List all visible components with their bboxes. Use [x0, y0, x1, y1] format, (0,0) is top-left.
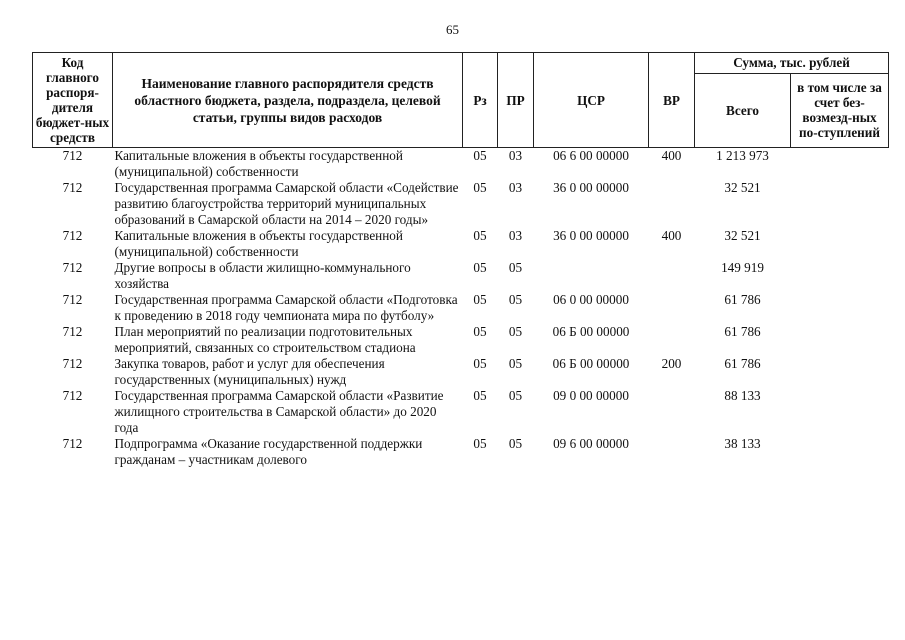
header-free: в том числе за счет без-возмезд-ных по-ступлений — [791, 73, 889, 147]
cell-free — [791, 388, 889, 436]
cell-total: 149 919 — [721, 260, 764, 275]
cell-pr: 05 — [508, 436, 523, 451]
cell-rz: 05 — [473, 148, 487, 163]
cell-rz: 05 — [473, 292, 487, 307]
cell-name: Государственная программа Самарской области «Развитие жилищного строительства в Самарской области» до 2020 года — [114, 388, 444, 435]
cell-free — [791, 436, 889, 468]
cell-code: 712 — [62, 228, 83, 243]
cell-vr — [649, 292, 695, 324]
header-total: Всего — [695, 73, 791, 147]
cell-csr: 06 Б 00 00000 — [552, 324, 630, 339]
cell-vr: 400 — [661, 228, 682, 243]
cell-free — [791, 292, 889, 324]
cell-code: 712 — [62, 148, 83, 163]
cell-csr: 06 Б 00 00000 — [552, 356, 630, 371]
cell-csr: 06 6 00 00000 — [553, 148, 629, 163]
cell-code: 712 — [62, 180, 83, 195]
header-name: Наименование главного распорядителя средств областного бюджета, раздела, подраздела, целевой статьи, группы видов расходов — [113, 53, 463, 148]
budget-table — [32, 52, 889, 468]
cell-total: 88 133 — [724, 388, 761, 403]
cell-free — [791, 324, 889, 356]
table-row — [33, 148, 889, 181]
table-row — [33, 228, 889, 260]
page-number: 65 — [446, 22, 459, 37]
cell-free — [791, 260, 889, 292]
cell-total: 1 213 973 — [716, 148, 769, 163]
cell-vr: 200 — [661, 356, 682, 371]
cell-rz: 05 — [473, 260, 487, 275]
table-row — [33, 260, 889, 292]
cell-rz: 05 — [473, 180, 487, 195]
table-header — [33, 53, 889, 148]
cell-code: 712 — [62, 436, 83, 451]
cell-csr: 09 0 00 00000 — [553, 388, 629, 403]
table-row — [33, 324, 889, 356]
table-row — [33, 292, 889, 324]
cell-rz: 05 — [473, 388, 487, 403]
cell-rz: 05 — [473, 436, 487, 451]
cell-pr: 05 — [508, 388, 523, 403]
cell-code: 712 — [62, 324, 83, 339]
cell-code: 712 — [62, 260, 83, 275]
cell-pr: 03 — [508, 228, 523, 243]
cell-csr: 06 0 00 00000 — [553, 292, 629, 307]
cell-pr: 03 — [508, 180, 523, 195]
cell-pr: 05 — [508, 324, 523, 339]
cell-rz: 05 — [473, 228, 487, 243]
header-code: Код главного распоря-дителя бюджет-ных средств — [33, 53, 113, 148]
cell-csr — [534, 260, 649, 292]
cell-total: 61 786 — [724, 292, 761, 307]
cell-name: Закупка товаров, работ и услуг для обеспечения государственных (муниципальных) нужд — [114, 356, 385, 387]
cell-pr: 05 — [508, 356, 523, 371]
table-row — [33, 356, 889, 388]
cell-total: 61 786 — [724, 324, 761, 339]
cell-name: План мероприятий по реализации подготовительных мероприятий, связанных со строительством стадиона — [114, 324, 416, 355]
cell-total: 32 521 — [724, 180, 761, 195]
cell-total: 38 133 — [724, 436, 761, 451]
cell-vr — [649, 436, 695, 468]
cell-vr: 400 — [661, 148, 682, 163]
cell-csr: 36 0 00 00000 — [553, 180, 629, 195]
table-row — [33, 436, 889, 468]
header-sum: Сумма, тыс. рублей — [695, 53, 889, 74]
cell-free — [791, 148, 889, 181]
cell-vr — [649, 388, 695, 436]
cell-vr — [649, 324, 695, 356]
cell-code: 712 — [62, 388, 83, 403]
cell-pr: 05 — [508, 292, 523, 307]
cell-rz: 05 — [473, 356, 487, 371]
cell-pr: 05 — [508, 260, 523, 275]
header-rz: Рз — [463, 53, 498, 148]
cell-code: 712 — [62, 356, 83, 371]
cell-name: Государственная программа Самарской области «Подготовка к проведению в 2018 году чемпионата мира по футболу» — [114, 292, 458, 323]
header-pr: ПР — [498, 53, 534, 148]
cell-csr: 36 0 00 00000 — [553, 228, 629, 243]
cell-vr — [649, 180, 695, 228]
cell-csr: 09 6 00 00000 — [553, 436, 629, 451]
cell-total: 32 521 — [724, 228, 761, 243]
cell-free — [791, 180, 889, 228]
cell-name: Другие вопросы в области жилищно-коммунального хозяйства — [114, 260, 411, 291]
cell-name: Капитальные вложения в объекты государственной (муниципальной) собственности — [114, 148, 403, 179]
cell-code: 712 — [62, 292, 83, 307]
cell-free — [791, 356, 889, 388]
table-body — [33, 148, 889, 469]
cell-rz: 05 — [473, 324, 487, 339]
table-row — [33, 388, 889, 436]
cell-pr: 03 — [508, 148, 523, 163]
cell-name: Государственная программа Самарской области «Содействие развитию благоустройства территорий муниципальных образований в Самарской области на 2014 – 2020 годы» — [114, 180, 459, 227]
cell-free — [791, 228, 889, 260]
cell-total: 61 786 — [724, 356, 761, 371]
table-row — [33, 180, 889, 228]
cell-name: Подпрограмма «Оказание государственной поддержки гражданам – участникам долевого — [114, 436, 423, 467]
cell-name: Капитальные вложения в объекты государственной (муниципальной) собственности — [114, 228, 403, 259]
cell-vr — [649, 260, 695, 292]
header-vr: ВР — [649, 53, 695, 148]
header-csr: ЦСР — [534, 53, 649, 148]
